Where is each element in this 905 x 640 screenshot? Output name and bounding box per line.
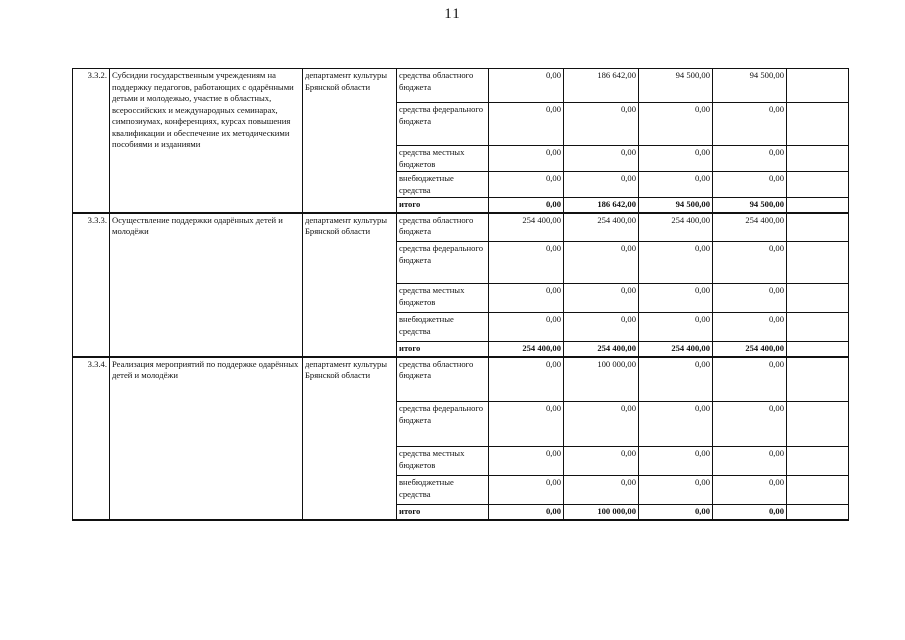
item-code: 3.3.4.: [73, 357, 110, 520]
amount-cell: 0,00: [639, 284, 713, 313]
amount-cell: 0,00: [489, 476, 564, 505]
funding-source-label: средства областного бюджета: [397, 69, 489, 103]
amount-cell: 0,00: [489, 103, 564, 146]
empty-cell: [787, 242, 849, 284]
amount-cell: 0,00: [489, 357, 564, 402]
amount-cell: 100 000,00: [564, 505, 639, 520]
item-code: 3.3.3.: [73, 213, 110, 357]
amount-cell: 0,00: [489, 313, 564, 342]
empty-cell: [787, 313, 849, 342]
item-name: Осуществление поддержки одарённых детей и молодёжи: [110, 213, 303, 357]
empty-cell: [787, 476, 849, 505]
amount-cell: 254 400,00: [639, 342, 713, 357]
amount-cell: 0,00: [489, 146, 564, 172]
amount-cell: 0,00: [639, 505, 713, 520]
empty-cell: [787, 505, 849, 520]
amount-cell: 0,00: [489, 69, 564, 103]
amount-cell: 254 400,00: [713, 213, 787, 242]
empty-cell: [787, 198, 849, 213]
funding-source-label: средства местных бюджетов: [397, 447, 489, 476]
amount-cell: 0,00: [564, 172, 639, 198]
amount-cell: 0,00: [639, 476, 713, 505]
amount-cell: 0,00: [564, 242, 639, 284]
amount-cell: 0,00: [639, 146, 713, 172]
amount-cell: 0,00: [713, 505, 787, 520]
amount-cell: 0,00: [489, 402, 564, 447]
item-name: Реализация мероприятий по поддержке одарённых детей и молодёжи: [110, 357, 303, 520]
amount-cell: 0,00: [564, 476, 639, 505]
amount-cell: 0,00: [713, 172, 787, 198]
empty-cell: [787, 172, 849, 198]
amount-cell: 0,00: [489, 284, 564, 313]
amount-cell: 0,00: [564, 103, 639, 146]
amount-cell: 0,00: [713, 146, 787, 172]
funding-source-label: внебюджетные средства: [397, 172, 489, 198]
funding-row: [73, 213, 849, 242]
amount-cell: 0,00: [639, 242, 713, 284]
amount-cell: 0,00: [489, 198, 564, 213]
amount-cell: 94 500,00: [639, 69, 713, 103]
empty-cell: [787, 146, 849, 172]
page-number: 11: [444, 6, 461, 22]
amount-cell: 0,00: [564, 447, 639, 476]
empty-cell: [787, 213, 849, 242]
amount-cell: 0,00: [489, 447, 564, 476]
item-executor: департамент культуры Брянской области: [303, 69, 397, 213]
budget-table: [72, 68, 849, 521]
amount-cell: 254 400,00: [489, 342, 564, 357]
empty-cell: [787, 402, 849, 447]
amount-cell: 0,00: [713, 284, 787, 313]
funding-source-label: итого: [397, 342, 489, 357]
amount-cell: 0,00: [713, 476, 787, 505]
amount-cell: 0,00: [639, 402, 713, 447]
funding-source-label: средства местных бюджетов: [397, 284, 489, 313]
amount-cell: 254 400,00: [639, 213, 713, 242]
amount-cell: 0,00: [639, 447, 713, 476]
amount-cell: 254 400,00: [564, 342, 639, 357]
amount-cell: 0,00: [564, 402, 639, 447]
item-executor: департамент культуры Брянской области: [303, 213, 397, 357]
empty-cell: [787, 357, 849, 402]
item-code: 3.3.2.: [73, 69, 110, 213]
amount-cell: 186 642,00: [564, 69, 639, 103]
funding-source-label: внебюджетные средства: [397, 476, 489, 505]
funding-source-label: средства местных бюджетов: [397, 146, 489, 172]
amount-cell: 0,00: [713, 402, 787, 447]
amount-cell: 186 642,00: [564, 198, 639, 213]
amount-cell: 0,00: [713, 242, 787, 284]
amount-cell: 0,00: [489, 172, 564, 198]
amount-cell: 0,00: [489, 242, 564, 284]
amount-cell: 0,00: [489, 505, 564, 520]
amount-cell: 254 400,00: [713, 342, 787, 357]
empty-cell: [787, 342, 849, 357]
funding-source-label: итого: [397, 198, 489, 213]
funding-row: [73, 69, 849, 103]
item-name: Субсидии государственным учреждениям на поддержку педагогов, работающих с одарёнными детьми и молодежью, участие в областных, всероссийских и международных семинарах, симпозиумах, конференциях, курсах повышения квалификации и обеспечение их методическими пособиями и изданиями: [110, 69, 303, 213]
amount-cell: 0,00: [564, 313, 639, 342]
item-executor: департамент культуры Брянской области: [303, 357, 397, 520]
empty-cell: [787, 103, 849, 146]
amount-cell: 0,00: [713, 357, 787, 402]
amount-cell: 100 000,00: [564, 357, 639, 402]
empty-cell: [787, 284, 849, 313]
amount-cell: 0,00: [564, 284, 639, 313]
funding-source-label: средства федерального бюджета: [397, 402, 489, 447]
funding-source-label: средства федерального бюджета: [397, 242, 489, 284]
amount-cell: 0,00: [713, 447, 787, 476]
funding-source-label: средства федерального бюджета: [397, 103, 489, 146]
amount-cell: 254 400,00: [489, 213, 564, 242]
budget-table-body: [73, 69, 849, 520]
amount-cell: 94 500,00: [713, 69, 787, 103]
funding-source-label: внебюджетные средства: [397, 313, 489, 342]
empty-cell: [787, 69, 849, 103]
funding-row: [73, 357, 849, 402]
amount-cell: 0,00: [639, 172, 713, 198]
amount-cell: 0,00: [564, 146, 639, 172]
amount-cell: 0,00: [639, 357, 713, 402]
funding-source-label: средства областного бюджета: [397, 213, 489, 242]
amount-cell: 0,00: [713, 313, 787, 342]
amount-cell: 94 500,00: [639, 198, 713, 213]
amount-cell: 0,00: [639, 103, 713, 146]
empty-cell: [787, 447, 849, 476]
funding-source-label: средства областного бюджета: [397, 357, 489, 402]
amount-cell: 94 500,00: [713, 198, 787, 213]
amount-cell: 0,00: [713, 103, 787, 146]
amount-cell: 254 400,00: [564, 213, 639, 242]
amount-cell: 0,00: [639, 313, 713, 342]
funding-source-label: итого: [397, 505, 489, 520]
